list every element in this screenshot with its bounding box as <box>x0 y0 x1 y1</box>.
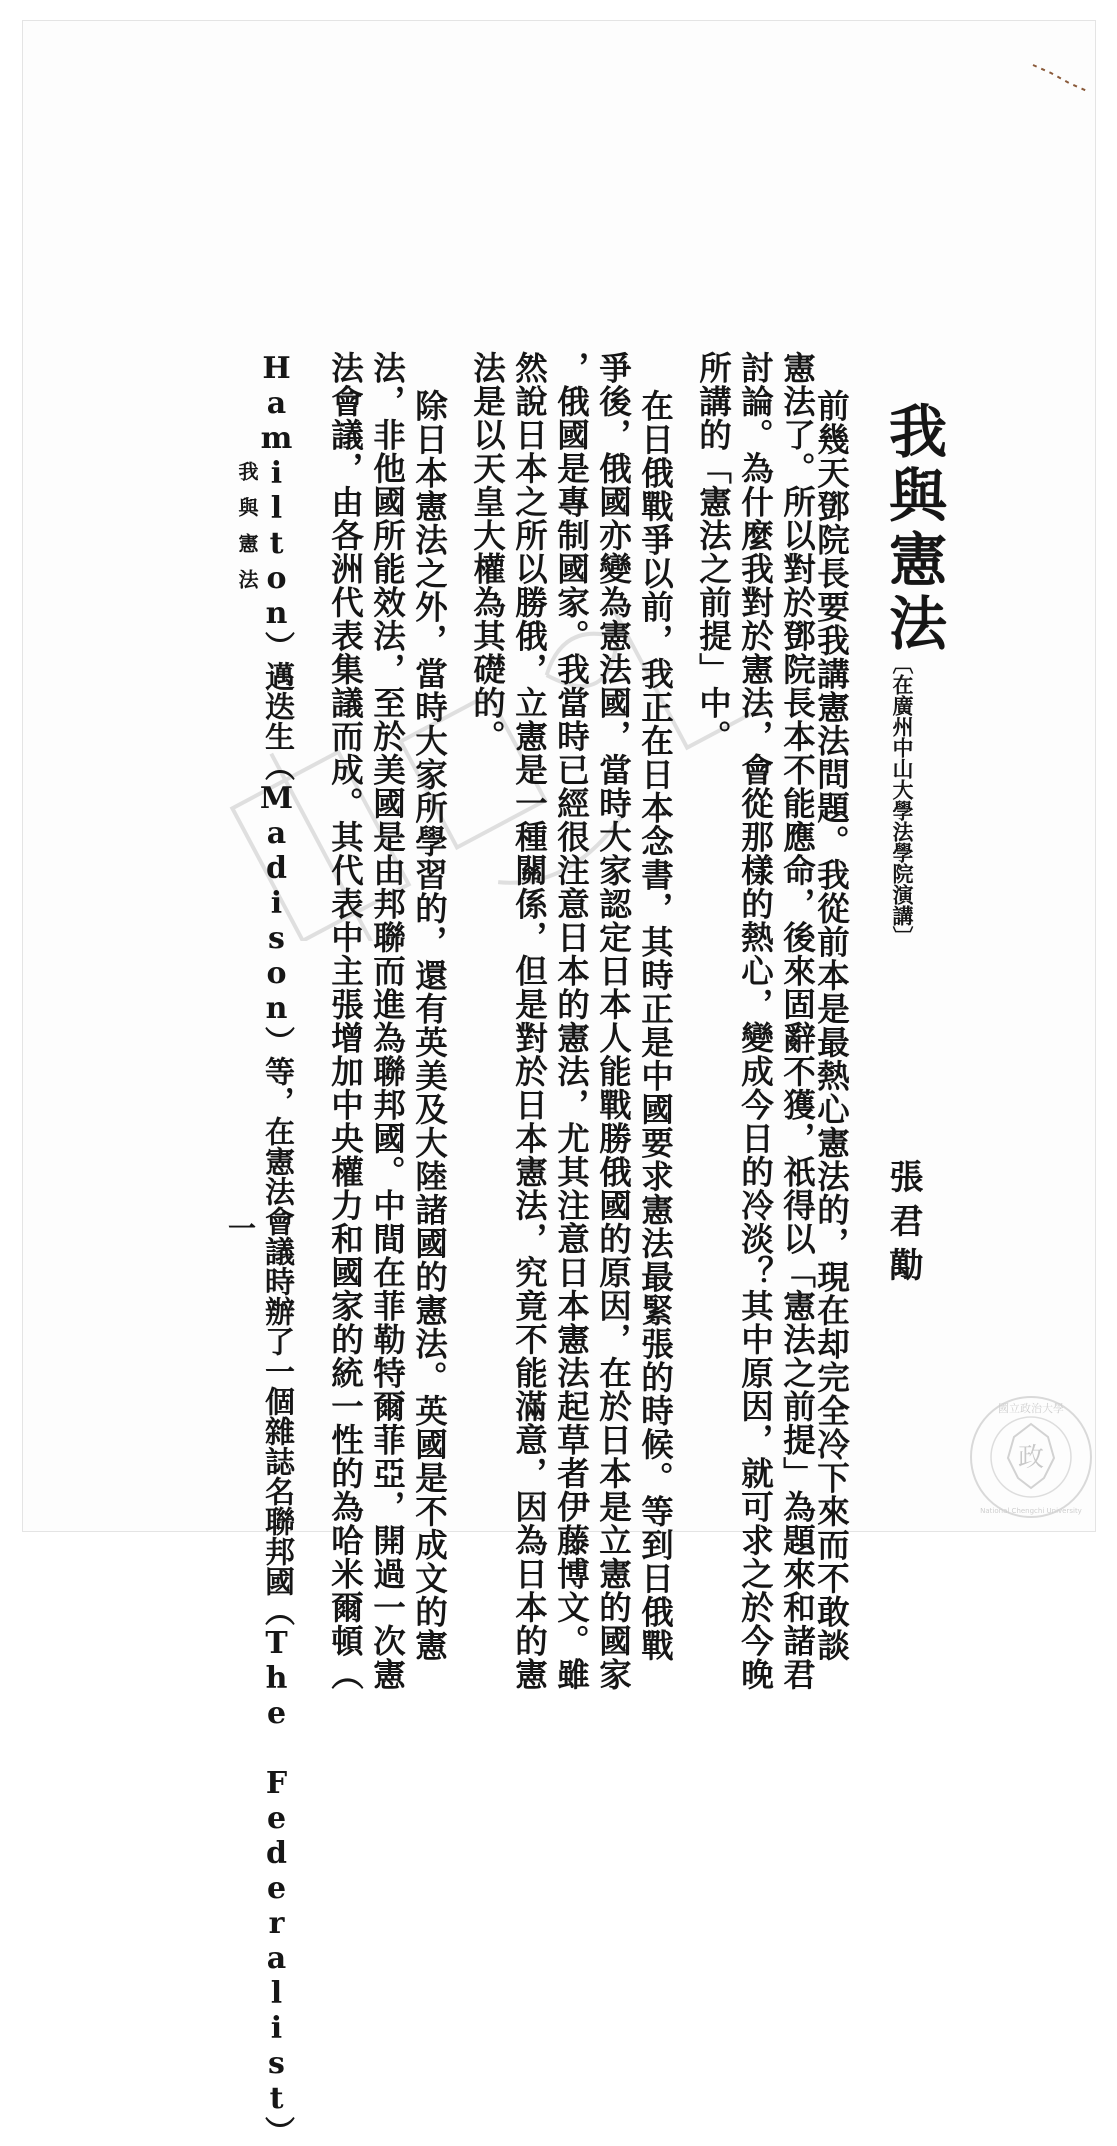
article-title: 我與憲法 <box>879 401 947 657</box>
body-line: 除日本憲法之外，當時大家所學習的，還有英美及大陸諸國的憲法。英國是不成文的憲 <box>410 389 450 1662</box>
body-line: 前幾天鄧院長要我講憲法問題。我從前本是最熱心憲法的，現在却完全冷下來而不敢談 <box>812 389 852 1662</box>
document-page <box>22 20 1096 2146</box>
body-line: 討論。為什麼我對於憲法，會從那樣的熱心，變成今日的冷淡？其中原因，就可求之於今晚 <box>736 351 776 1691</box>
body-line: 在日俄戰爭以前，我正在日本念書，其時正是中國要求憲法最緊張的時候。等到日俄戰 <box>636 389 676 1662</box>
seal-glyph: 政 <box>1017 1443 1045 1473</box>
body-line: 所講的「憲法之前提」中。 <box>694 351 734 753</box>
body-line: 法，非他國所能效法，至於美國是由邦聯而進為聯邦國。中間在菲勒特爾菲亞，開過一次憲 <box>368 351 408 1691</box>
article-subtitle: ︹在廣州中山大學法學院演講︺ <box>890 653 915 947</box>
body-line: ，俄國是專制國家。我當時已經很注意日本的憲法，尤其注意日本憲法起草者伊藤博文。雖 <box>552 351 592 1691</box>
body-line: 憲法了。所以對於鄧院長本不能應命，後來固辭不獲，祇得以「憲法之前提」為題來和諸君 <box>778 351 818 1691</box>
seal-text: 國立政治大學 <box>998 1402 1064 1415</box>
article-author: 張君勱 <box>883 1159 923 1291</box>
seal-english: National Chengchi University <box>980 1507 1082 1515</box>
body-line: Hamilton）邁迭生（Madison）等，在憲法會議時辦了一個雜誌名聯邦國（The Federalist） <box>259 351 294 2146</box>
university-seal <box>966 1392 1096 1522</box>
body-line: 然說日本之所以勝俄，立憲是一種關係，但是對於日本憲法，究竟不能滿意，因為日本的憲 <box>510 351 550 1691</box>
body-line: 爭後，俄國亦變為憲法國，當時大家認定日本人能戰勝俄國的原因，在於日本是立憲的國家 <box>594 351 634 1691</box>
scan-speck <box>1031 61 1091 97</box>
body-line: 法會議，由各洲代表集議而成。其代表中主張增加中央權力和國家的統一性的為哈米爾頓（ <box>326 351 366 1691</box>
page-number: 一 <box>228 1212 257 1245</box>
running-title: 我與憲法 <box>235 461 259 605</box>
body-line: 法是以天皇大權為其礎的。 <box>468 351 508 753</box>
